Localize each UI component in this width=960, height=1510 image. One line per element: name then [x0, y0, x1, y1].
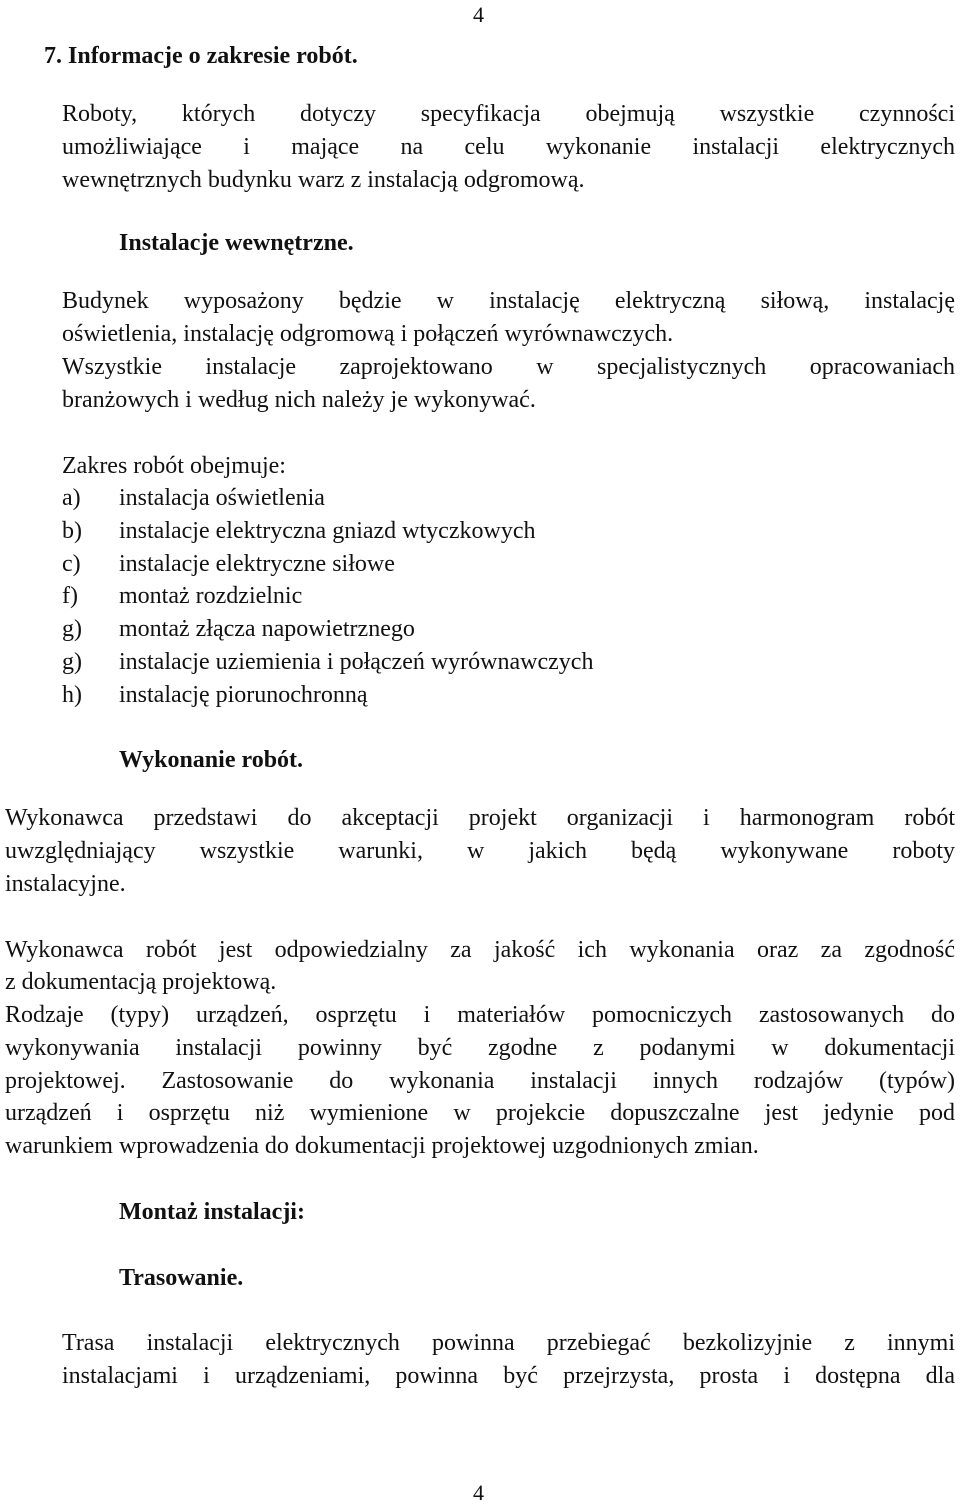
list-text: instalacje uziemienia i połączeń wyrównawczych: [119, 649, 594, 675]
list-item: [62, 515, 535, 547]
list-text: instalacje elektryczna gniazd wtyczkowych: [119, 518, 536, 544]
list-marker: b): [62, 518, 82, 544]
list-text: instalację piorunochronną: [119, 682, 368, 708]
scope-intro: Zakres robót obejmuje:: [62, 453, 286, 479]
list-marker: g): [62, 649, 82, 675]
intro-line: umożliwiające i mające na celu wykonanie instalacji elektrycznych: [62, 134, 955, 160]
page-number-bottom: 4: [473, 1480, 484, 1505]
list-item: [62, 646, 593, 678]
page-number-top: 4: [473, 2, 484, 27]
execution-line: Wykonawca robót jest odpowiedzialny za jakość ich wykonania oraz za zgodność: [5, 937, 955, 963]
list-item: [62, 679, 368, 711]
list-item: [62, 482, 325, 514]
assembly-line: instalacjami i urządzeniami, powinna być przejrzysta, prosta i dostępna dla: [62, 1363, 955, 1389]
list-text: montaż rozdzielnic: [119, 583, 303, 609]
execution-line: Wykonawca przedstawi do akceptacji projekt organizacji i harmonogram robót: [5, 805, 955, 831]
list-item: [62, 580, 302, 612]
intro-line: wewnętrznych budynku warz z instalacją odgromową.: [62, 167, 585, 193]
list-text: instalacja oświetlenia: [119, 485, 325, 511]
internal-line: branżowych i według nich należy je wykonywać.: [62, 387, 536, 413]
intro-line: Roboty, których dotyczy specyfikacja obejmują wszystkie czynności: [62, 101, 955, 127]
list-marker: a): [62, 485, 81, 511]
execution-line: instalacyjne.: [5, 871, 126, 897]
execution-line: uwzględniający wszystkie warunki, w jakich będą wykonywane roboty: [5, 838, 955, 864]
list-text: instalacje elektryczne siłowe: [119, 551, 395, 577]
execution-line: warunkiem wprowadzenia do dokumentacji projektowej uzgodnionych zmian.: [5, 1133, 759, 1159]
list-marker: f): [62, 583, 78, 609]
internal-line: Budynek wyposażony będzie w instalację elektryczną siłową, instalację: [62, 288, 955, 314]
internal-line: Wszystkie instalacje zaprojektowano w specjalistycznych opracowaniach: [62, 354, 955, 380]
list-marker: g): [62, 616, 82, 642]
execution-line: z dokumentacją projektową.: [5, 969, 277, 995]
execution-line: Rodzaje (typy) urządzeń, osprzętu i materiałów pomocniczych zastosowanych do: [5, 1002, 955, 1028]
section-title: 7. Informacje o zakresie robót.: [44, 43, 358, 69]
list-item: [62, 548, 395, 580]
internal-heading: Instalacje wewnętrzne.: [119, 230, 354, 256]
list-marker: c): [62, 551, 81, 577]
execution-line: wykonywania instalacji powinny być zgodne z podanymi w dokumentacji: [5, 1035, 955, 1061]
execution-line: urządzeń i osprzętu niż wymienione w projekcie dopuszczalne jest jedynie pod: [5, 1100, 955, 1126]
list-marker: h): [62, 682, 82, 708]
internal-line: oświetlenia, instalację odgromową i połączeń wyrównawczych.: [62, 321, 674, 347]
assembly-line: Trasa instalacji elektrycznych powinna przebiegać bezkolizyjnie z innymi: [62, 1330, 955, 1356]
list-text: montaż złącza napowietrznego: [119, 616, 415, 642]
assembly-heading: Montaż instalacji:: [119, 1199, 305, 1225]
assembly-subheading: Trasowanie.: [119, 1265, 244, 1291]
list-item: [62, 613, 415, 645]
execution-heading: Wykonanie robót.: [119, 747, 304, 773]
execution-line: projektowej. Zastosowanie do wykonania instalacji innych rodzajów (typów): [5, 1068, 955, 1094]
